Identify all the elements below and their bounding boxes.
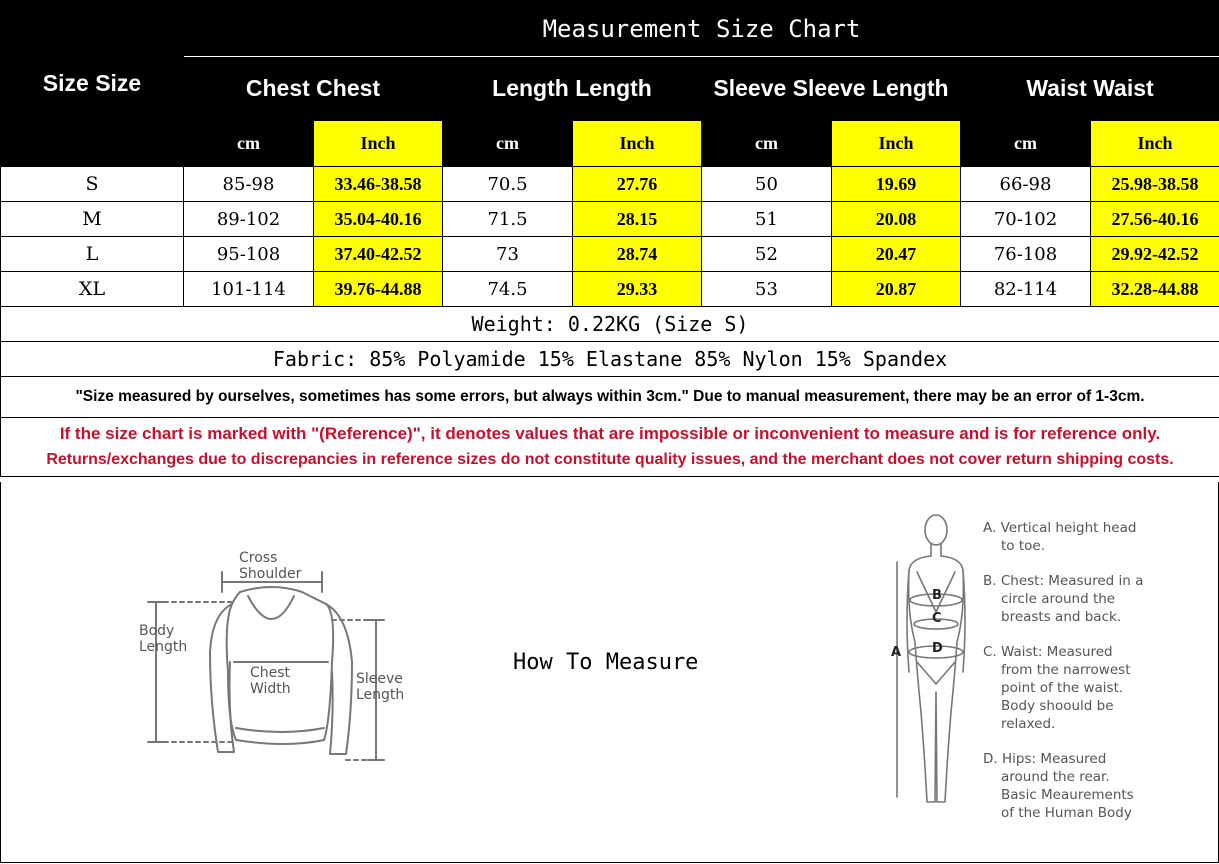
sleeve-cm-cell: 50: [702, 167, 832, 202]
sleeve-length-label-line: Sleeve: [356, 671, 403, 687]
note-b: [983, 572, 1193, 626]
waist-group-header: Waist Waist: [961, 57, 1219, 121]
sleeve-length-label: [356, 671, 404, 703]
size-cell: XL: [1, 272, 184, 307]
measurement-note: "Size measured by ourselves, sometimes has some errors, but always within 3cm." Due to manual measurement, there may be an error of 1-3cm.: [1, 377, 1219, 418]
size-cell: S: [1, 167, 184, 202]
chest-cm-cell: 101-114: [184, 272, 314, 307]
fabric-line: Fabric: 85% Polyamide 15% Elastane 85% Nylon 15% Spandex: [1, 342, 1219, 377]
sleeve-cm-cell: 51: [702, 202, 832, 237]
table-row: [1, 272, 1219, 307]
chest-width-label: [250, 665, 291, 697]
unit-header-cm: cm: [443, 121, 573, 167]
marker-d: D: [932, 641, 943, 656]
sleeve-cm-cell: 53: [702, 272, 832, 307]
reference-warning-line-2: Returns/exchanges due to discrepancies in reference sizes do not constitute quality issues, and the merchant does not cover return shipping costs.: [46, 451, 1174, 468]
note-c: [983, 643, 1193, 733]
length-cm-cell: 73: [443, 237, 573, 272]
note-line: A. Vertical height head: [983, 520, 1137, 536]
note-line: Basic Meaurements: [1001, 787, 1134, 803]
note-a: [983, 519, 1193, 555]
note-line: breasts and back.: [1001, 609, 1122, 625]
unit-header-inch: Inch: [314, 121, 443, 167]
marker-c: C: [932, 611, 942, 626]
note-line: relaxed.: [1001, 716, 1056, 732]
size-cell: L: [1, 237, 184, 272]
body-length-label-line: Length: [139, 639, 188, 655]
note-line: from the narrowest: [1001, 662, 1131, 678]
waist-inch-cell: 25.98-38.58: [1091, 167, 1219, 202]
length-cm-cell: 70.5: [443, 167, 573, 202]
length-inch-cell: 27.76: [573, 167, 702, 202]
unit-header-inch: Inch: [832, 121, 961, 167]
note-line: to toe.: [1001, 538, 1045, 554]
note-d: [983, 750, 1193, 822]
cross-shoulder-label-line: Cross: [239, 550, 278, 566]
marker-b: B: [932, 588, 942, 603]
sleeve-inch-cell: 20.87: [832, 272, 961, 307]
cross-shoulder-label: [239, 550, 301, 582]
body-figure-sketch: [881, 512, 981, 817]
note-line: C. Waist: Measured: [983, 644, 1113, 660]
note-line: around the rear.: [1001, 769, 1110, 785]
cross-shoulder-label-line: Shoulder: [239, 566, 302, 582]
size-cell: M: [1, 202, 184, 237]
size-column-header: Size Size: [1, 1, 184, 167]
chest-cm-cell: 85-98: [184, 167, 314, 202]
chart-title: Measurement Size Chart: [184, 1, 1219, 57]
chest-group-header: Chest Chest: [184, 57, 443, 121]
sleeve-inch-cell: 20.08: [832, 202, 961, 237]
table-row: [1, 237, 1219, 272]
body-measurement-notes: [983, 519, 1193, 839]
chest-inch-cell: 33.46-38.58: [314, 167, 443, 202]
waist-cm-cell: 70-102: [961, 202, 1091, 237]
note-line: circle around the: [1001, 591, 1116, 607]
chest-inch-cell: 35.04-40.16: [314, 202, 443, 237]
chest-cm-cell: 95-108: [184, 237, 314, 272]
table-row: [1, 167, 1219, 202]
waist-cm-cell: 66-98: [961, 167, 1091, 202]
body-length-label: [139, 623, 187, 655]
chest-inch-cell: 37.40-42.52: [314, 237, 443, 272]
length-inch-cell: 29.33: [573, 272, 702, 307]
waist-inch-cell: 29.92-42.52: [1091, 237, 1219, 272]
sleeve-cm-cell: 52: [702, 237, 832, 272]
note-line: Body shoould be: [1001, 698, 1114, 714]
chest-width-label-line: Width: [250, 681, 291, 697]
unit-header-inch: Inch: [1091, 121, 1219, 167]
unit-header-inch: Inch: [573, 121, 702, 167]
length-cm-cell: 71.5: [443, 202, 573, 237]
chest-width-label-line: Chest: [250, 665, 291, 681]
unit-header-cm: cm: [702, 121, 832, 167]
how-to-measure-panel: [0, 482, 1219, 863]
waist-cm-cell: 76-108: [961, 237, 1091, 272]
table-row: [1, 202, 1219, 237]
note-line: D. Hips: Measured: [983, 751, 1107, 767]
body-length-label-line: Body: [139, 623, 175, 639]
sleeve-inch-cell: 19.69: [832, 167, 961, 202]
sleeve-group-header: Sleeve Sleeve Length: [702, 57, 961, 121]
sleeve-length-label-line: Length: [356, 687, 405, 703]
weight-line: Weight: 0.22KG (Size S): [1, 307, 1219, 342]
length-cm-cell: 74.5: [443, 272, 573, 307]
note-line: point of the waist.: [1001, 680, 1124, 696]
chest-inch-cell: 39.76-44.88: [314, 272, 443, 307]
length-group-header: Length Length: [443, 57, 702, 121]
unit-header-cm: cm: [184, 121, 314, 167]
reference-warning: [1, 418, 1219, 477]
waist-inch-cell: 27.56-40.16: [1091, 202, 1219, 237]
how-to-measure-heading: How To Measure: [513, 650, 699, 675]
sleeve-inch-cell: 20.47: [832, 237, 961, 272]
reference-warning-line-1: If the size chart is marked with "(Reference)", it denotes values that are impossible or inconvenient to measure and is for reference only.: [59, 424, 1161, 443]
marker-a: A: [891, 645, 902, 660]
waist-cm-cell: 82-114: [961, 272, 1091, 307]
length-inch-cell: 28.15: [573, 202, 702, 237]
note-line: of the Human Body: [1001, 805, 1132, 821]
unit-header-cm: cm: [961, 121, 1091, 167]
waist-inch-cell: 32.28-44.88: [1091, 272, 1219, 307]
length-inch-cell: 28.74: [573, 237, 702, 272]
note-line: B. Chest: Measured in a: [983, 573, 1144, 589]
chest-cm-cell: 89-102: [184, 202, 314, 237]
